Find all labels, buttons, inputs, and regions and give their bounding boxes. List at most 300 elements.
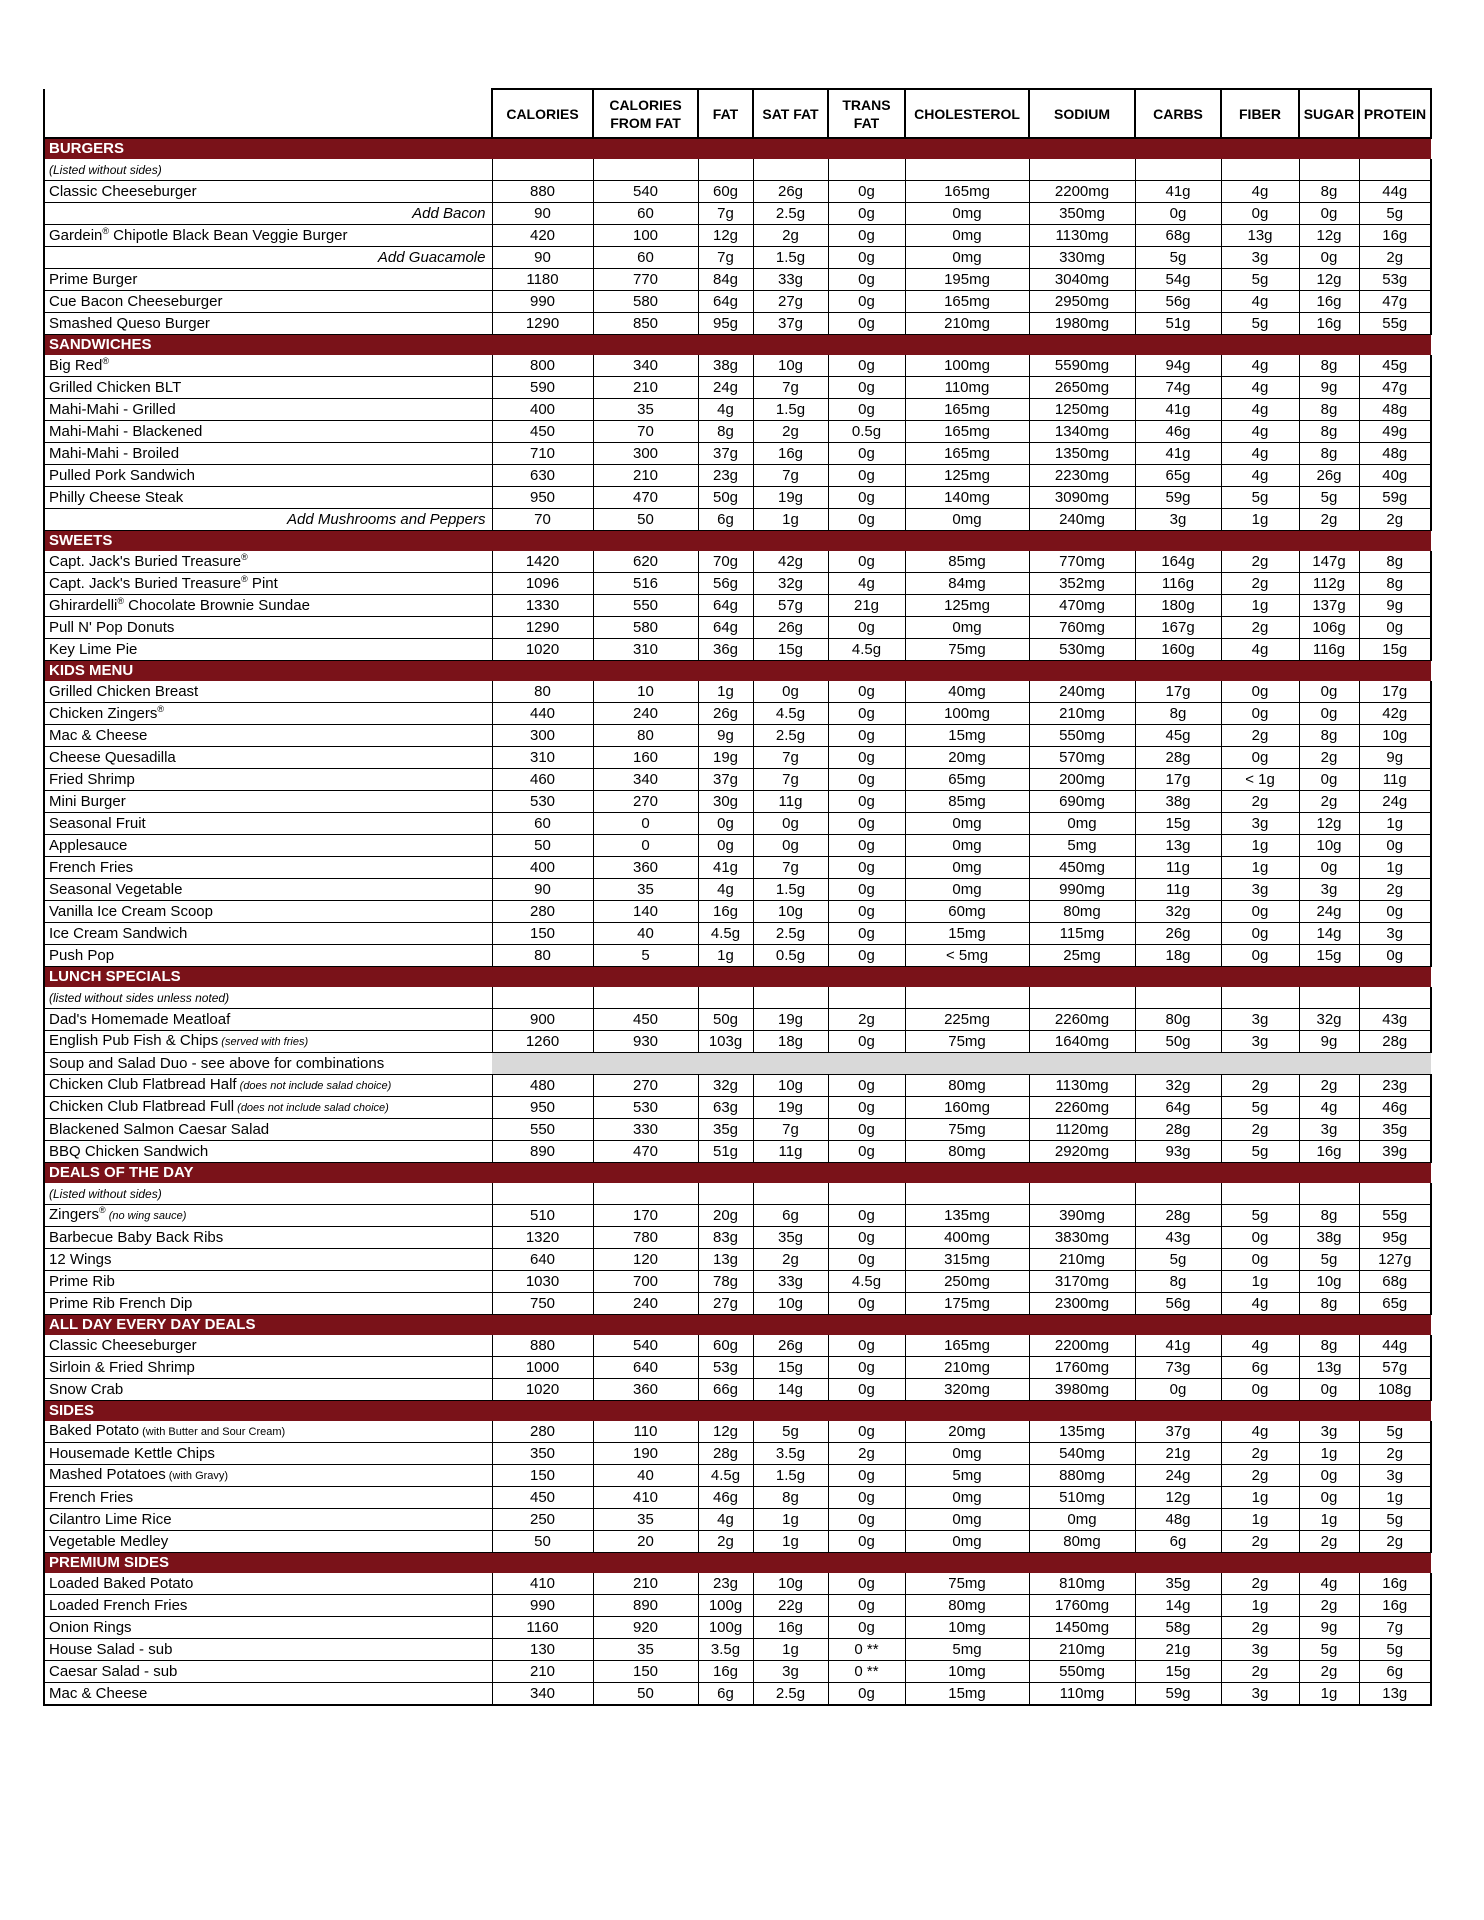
value-calories: 450: [492, 1487, 593, 1509]
value-calories: 880: [492, 1335, 593, 1357]
value-carbs: 80g: [1135, 1009, 1221, 1031]
item-name-text: Caesar Salad - sub: [49, 1662, 178, 1680]
value-sat-fat: 32g: [753, 573, 828, 595]
section-title: SWEETS: [44, 531, 1431, 552]
table-row: [44, 421, 1431, 443]
column-header-sat-fat: SAT FAT: [753, 89, 828, 138]
value-fiber: 13g: [1221, 225, 1299, 247]
table-row: [44, 443, 1431, 465]
value-calories-from-fat: 120: [593, 1249, 698, 1271]
value-sodium: 2300mg: [1029, 1293, 1135, 1315]
section-title: SANDWICHES: [44, 335, 1431, 356]
value-trans-fat: 0g: [828, 509, 905, 531]
value-fat: 6g: [698, 1683, 753, 1706]
item-name-text: Capt. Jack's Buried Treasure: [49, 574, 242, 592]
item-name-text: 12 Wings: [49, 1250, 112, 1268]
value-carbs: 116g: [1135, 573, 1221, 595]
value-sugar: 0g: [1299, 769, 1359, 791]
value-fiber: 4g: [1221, 1335, 1299, 1357]
value-fiber: 2g: [1221, 1531, 1299, 1553]
item-name-text: Dad's Homemade Meatloaf: [49, 1010, 231, 1028]
value-sodium: 810mg: [1029, 1573, 1135, 1595]
value-fat: 7g: [698, 247, 753, 269]
value-sat-fat: 7g: [753, 769, 828, 791]
value-fiber: 4g: [1221, 1293, 1299, 1315]
item-name: [44, 725, 492, 747]
empty-cell: [1029, 987, 1135, 1009]
value-carbs: 74g: [1135, 377, 1221, 399]
value-fiber: 0g: [1221, 1249, 1299, 1271]
value-sat-fat: 19g: [753, 1009, 828, 1031]
value-trans-fat: 0g: [828, 857, 905, 879]
value-sodium: 210mg: [1029, 703, 1135, 725]
value-carbs: 65g: [1135, 465, 1221, 487]
item-name-text: Classic Cheeseburger: [49, 1336, 197, 1354]
item-name: [44, 813, 492, 835]
value-cholesterol: 5mg: [905, 1639, 1029, 1661]
table-row: [44, 1421, 1431, 1443]
item-name-text: Smashed Queso Burger: [49, 314, 210, 332]
value-sodium: 80mg: [1029, 901, 1135, 923]
value-carbs: 28g: [1135, 1119, 1221, 1141]
value-calories-from-fat: 240: [593, 703, 698, 725]
value-protein: 39g: [1359, 1141, 1431, 1163]
value-carbs: 58g: [1135, 1617, 1221, 1639]
table-row: [44, 1075, 1431, 1097]
value-sodium: 5590mg: [1029, 355, 1135, 377]
value-fat: 4g: [698, 879, 753, 901]
value-sugar: 10g: [1299, 835, 1359, 857]
value-calories-from-fat: 210: [593, 1573, 698, 1595]
value-sugar: 12g: [1299, 269, 1359, 291]
value-sugar: 8g: [1299, 355, 1359, 377]
value-fiber: 3g: [1221, 879, 1299, 901]
item-name-rest: Pint: [247, 574, 278, 592]
value-carbs: 38g: [1135, 791, 1221, 813]
value-calories: 1320: [492, 1227, 593, 1249]
value-sodium: 25mg: [1029, 945, 1135, 967]
item-name: [44, 355, 492, 377]
value-cholesterol: 85mg: [905, 791, 1029, 813]
value-trans-fat: 4.5g: [828, 639, 905, 661]
value-fat: 60g: [698, 1335, 753, 1357]
value-carbs: 41g: [1135, 1335, 1221, 1357]
empty-cell: [905, 159, 1029, 181]
value-protein: 5g: [1359, 203, 1431, 225]
value-fiber: 5g: [1221, 1205, 1299, 1227]
item-name-text: Ghirardelli: [49, 596, 118, 614]
value-cholesterol: 125mg: [905, 595, 1029, 617]
empty-cell: [905, 987, 1029, 1009]
value-fiber: 4g: [1221, 291, 1299, 313]
value-sodium: 352mg: [1029, 573, 1135, 595]
table-row: [44, 1379, 1431, 1401]
value-fat: 16g: [698, 1661, 753, 1683]
empty-cell: [753, 159, 828, 181]
value-sat-fat: 11g: [753, 1141, 828, 1163]
item-name-text: Onion Rings: [49, 1618, 132, 1636]
value-sodium: 1760mg: [1029, 1357, 1135, 1379]
value-sugar: 137g: [1299, 595, 1359, 617]
value-calories-from-fat: 470: [593, 1141, 698, 1163]
table-row: [44, 923, 1431, 945]
value-calories: 950: [492, 1097, 593, 1119]
value-sat-fat: 2g: [753, 421, 828, 443]
value-calories-from-fat: 100: [593, 225, 698, 247]
value-cholesterol: 85mg: [905, 551, 1029, 573]
value-carbs: 54g: [1135, 269, 1221, 291]
item-name: [44, 595, 492, 617]
value-sat-fat: 1g: [753, 1509, 828, 1531]
value-sat-fat: 2g: [753, 225, 828, 247]
table-row: [44, 203, 1431, 225]
value-protein: 24g: [1359, 791, 1431, 813]
value-carbs: 41g: [1135, 399, 1221, 421]
value-sodium: 210mg: [1029, 1249, 1135, 1271]
item-name-text: Grilled Chicken BLT: [49, 378, 182, 396]
column-header-calories: CALORIES: [492, 89, 593, 138]
value-sugar: 12g: [1299, 225, 1359, 247]
value-carbs: 28g: [1135, 1205, 1221, 1227]
value-trans-fat: 21g: [828, 595, 905, 617]
item-name-text: Add Mushrooms and Peppers: [287, 510, 486, 528]
value-fiber: 4g: [1221, 1421, 1299, 1443]
value-trans-fat: 0g: [828, 1595, 905, 1617]
value-protein: 127g: [1359, 1249, 1431, 1271]
value-carbs: 3g: [1135, 509, 1221, 531]
value-trans-fat: 0g: [828, 1335, 905, 1357]
section-title: BURGERS: [44, 138, 1431, 159]
value-cholesterol: 0mg: [905, 835, 1029, 857]
value-trans-fat: 0g: [828, 1119, 905, 1141]
value-fiber: 3g: [1221, 813, 1299, 835]
value-fiber: 4g: [1221, 181, 1299, 203]
value-calories-from-fat: 170: [593, 1205, 698, 1227]
table-row: [44, 1119, 1431, 1141]
value-trans-fat: 0 **: [828, 1661, 905, 1683]
value-sugar: 13g: [1299, 1357, 1359, 1379]
item-name: [44, 791, 492, 813]
value-calories-from-fat: 920: [593, 1617, 698, 1639]
value-trans-fat: 0g: [828, 791, 905, 813]
table-row: [44, 879, 1431, 901]
value-calories-from-fat: 340: [593, 769, 698, 791]
value-carbs: 5g: [1135, 1249, 1221, 1271]
value-trans-fat: 0g: [828, 551, 905, 573]
table-body: [44, 138, 1431, 1705]
value-sodium: 760mg: [1029, 617, 1135, 639]
value-sugar: 8g: [1299, 725, 1359, 747]
value-cholesterol: 320mg: [905, 1379, 1029, 1401]
item-name-text: Prime Rib French Dip: [49, 1294, 193, 1312]
value-fiber: 3g: [1221, 1683, 1299, 1706]
value-calories: 750: [492, 1293, 593, 1315]
value-sat-fat: 11g: [753, 791, 828, 813]
value-fat: 27g: [698, 1293, 753, 1315]
value-sugar: 0g: [1299, 247, 1359, 269]
value-calories-from-fat: 40: [593, 1465, 698, 1487]
value-trans-fat: 0g: [828, 1293, 905, 1315]
table-row: [44, 1097, 1431, 1119]
value-sugar: 0g: [1299, 681, 1359, 703]
value-fiber: 2g: [1221, 617, 1299, 639]
section-title: ALL DAY EVERY DAY DEALS: [44, 1315, 1431, 1336]
value-protein: 44g: [1359, 1335, 1431, 1357]
empty-cell: [1221, 159, 1299, 181]
table-row: [44, 225, 1431, 247]
table-row: [44, 703, 1431, 725]
value-cholesterol: 0mg: [905, 1443, 1029, 1465]
column-header-cholesterol: CHOLESTEROL: [905, 89, 1029, 138]
value-protein: 47g: [1359, 291, 1431, 313]
value-calories-from-fat: 620: [593, 551, 698, 573]
table-row: [44, 313, 1431, 335]
value-sodium: 550mg: [1029, 725, 1135, 747]
value-sat-fat: 1.5g: [753, 247, 828, 269]
value-carbs: 8g: [1135, 703, 1221, 725]
value-trans-fat: 0g: [828, 1205, 905, 1227]
value-protein: 0g: [1359, 617, 1431, 639]
table-row: [44, 835, 1431, 857]
value-sat-fat: 2.5g: [753, 203, 828, 225]
value-fat: 41g: [698, 857, 753, 879]
section-title: SIDES: [44, 1401, 1431, 1422]
value-carbs: 21g: [1135, 1443, 1221, 1465]
value-trans-fat: 0g: [828, 1487, 905, 1509]
value-calories-from-fat: 0: [593, 813, 698, 835]
item-name-text: Prime Burger: [49, 270, 138, 288]
value-protein: 11g: [1359, 769, 1431, 791]
value-protein: 13g: [1359, 1683, 1431, 1706]
value-sugar: 9g: [1299, 377, 1359, 399]
value-fat: 70g: [698, 551, 753, 573]
item-name-text: Pull N' Pop Donuts: [49, 618, 175, 636]
value-sugar: 2g: [1299, 1595, 1359, 1617]
value-sodium: 1640mg: [1029, 1031, 1135, 1053]
value-sat-fat: 10g: [753, 1293, 828, 1315]
item-name-text: Philly Cheese Steak: [49, 488, 184, 506]
value-protein: 0g: [1359, 835, 1431, 857]
value-fiber: 1g: [1221, 857, 1299, 879]
value-trans-fat: 0g: [828, 1075, 905, 1097]
item-name: [44, 879, 492, 901]
value-calories-from-fat: 450: [593, 1009, 698, 1031]
item-name-rest: Chipotle Black Bean Veggie Burger: [109, 226, 348, 244]
value-sodium: 200mg: [1029, 769, 1135, 791]
item-name: [44, 901, 492, 923]
value-fat: 0g: [698, 813, 753, 835]
value-trans-fat: 0g: [828, 1617, 905, 1639]
item-name-text: Snow Crab: [49, 1380, 124, 1398]
table-row: [44, 1293, 1431, 1315]
value-calories: 1260: [492, 1031, 593, 1053]
value-calories: 1330: [492, 595, 593, 617]
empty-cell: [1299, 987, 1359, 1009]
value-cholesterol: 315mg: [905, 1249, 1029, 1271]
item-note: (served with fries): [218, 1036, 309, 1048]
value-trans-fat: 0g: [828, 703, 905, 725]
value-calories: 280: [492, 1421, 593, 1443]
value-protein: 53g: [1359, 269, 1431, 291]
item-name-text: Add Bacon: [412, 204, 486, 222]
section-header-row: [44, 531, 1431, 552]
table-row: [44, 1573, 1431, 1595]
value-calories: 710: [492, 443, 593, 465]
item-name-text: Loaded Baked Potato: [49, 1574, 194, 1592]
item-name-text: Big Red: [49, 356, 103, 374]
value-cholesterol: 84mg: [905, 573, 1029, 595]
value-sat-fat: 6g: [753, 1205, 828, 1227]
value-calories: 880: [492, 181, 593, 203]
value-calories-from-fat: 50: [593, 509, 698, 531]
value-sat-fat: 2.5g: [753, 725, 828, 747]
value-trans-fat: 0g: [828, 203, 905, 225]
value-sat-fat: 3g: [753, 1661, 828, 1683]
value-protein: 5g: [1359, 1509, 1431, 1531]
item-name-text: Sirloin & Fried Shrimp: [49, 1358, 195, 1376]
value-protein: 0g: [1359, 901, 1431, 923]
value-sat-fat: 19g: [753, 487, 828, 509]
value-calories: 420: [492, 225, 593, 247]
value-protein: 59g: [1359, 487, 1431, 509]
value-calories: 1290: [492, 313, 593, 335]
value-sugar: 8g: [1299, 399, 1359, 421]
table-row: [44, 945, 1431, 967]
value-trans-fat: 0g: [828, 181, 905, 203]
value-sat-fat: 10g: [753, 1573, 828, 1595]
item-name-text: Pulled Pork Sandwich: [49, 466, 195, 484]
value-cholesterol: 210mg: [905, 313, 1029, 335]
value-cholesterol: 10mg: [905, 1617, 1029, 1639]
value-calories: 350: [492, 1443, 593, 1465]
value-sugar: 106g: [1299, 617, 1359, 639]
item-name-text: Mahi-Mahi - Grilled: [49, 400, 176, 418]
value-sugar: 32g: [1299, 1009, 1359, 1031]
value-carbs: 32g: [1135, 1075, 1221, 1097]
value-calories: 80: [492, 681, 593, 703]
value-calories-from-fat: 360: [593, 1379, 698, 1401]
value-sugar: 5g: [1299, 487, 1359, 509]
value-carbs: 15g: [1135, 1661, 1221, 1683]
value-protein: 2g: [1359, 879, 1431, 901]
value-fiber: 4g: [1221, 639, 1299, 661]
value-sugar: 3g: [1299, 1421, 1359, 1443]
item-name: [44, 487, 492, 509]
value-sugar: 3g: [1299, 879, 1359, 901]
value-fat: 28g: [698, 1443, 753, 1465]
item-name-text: Mini Burger: [49, 792, 126, 810]
value-carbs: 164g: [1135, 551, 1221, 573]
table-row: [44, 1357, 1431, 1379]
value-fat: 4.5g: [698, 1465, 753, 1487]
item-name: [44, 1335, 492, 1357]
value-calories: 800: [492, 355, 593, 377]
value-protein: 45g: [1359, 355, 1431, 377]
value-carbs: 0g: [1135, 1379, 1221, 1401]
value-calories: 70: [492, 509, 593, 531]
value-fat: 60g: [698, 181, 753, 203]
value-sat-fat: 16g: [753, 1617, 828, 1639]
value-protein: 8g: [1359, 551, 1431, 573]
column-header-trans-fat: TRANS FAT: [828, 89, 905, 138]
value-calories: 990: [492, 291, 593, 313]
value-protein: 1g: [1359, 813, 1431, 835]
item-name: [44, 857, 492, 879]
value-trans-fat: 0g: [828, 1379, 905, 1401]
value-carbs: 24g: [1135, 1465, 1221, 1487]
section-title: KIDS MENU: [44, 661, 1431, 682]
value-sat-fat: 0g: [753, 813, 828, 835]
value-sugar: 16g: [1299, 313, 1359, 335]
value-sat-fat: 1.5g: [753, 1465, 828, 1487]
value-trans-fat: 0g: [828, 399, 905, 421]
item-name-text: Classic Cheeseburger: [49, 182, 197, 200]
value-sodium: 5mg: [1029, 835, 1135, 857]
table-row: [44, 725, 1431, 747]
value-cholesterol: 165mg: [905, 421, 1029, 443]
item-name-text: Ice Cream Sandwich: [49, 924, 188, 942]
item-name: [44, 1075, 492, 1097]
value-calories: 1160: [492, 1617, 593, 1639]
column-header-protein: PROTEIN: [1359, 89, 1431, 138]
value-sugar: 16g: [1299, 291, 1359, 313]
value-carbs: 51g: [1135, 313, 1221, 335]
table-row: [44, 901, 1431, 923]
value-sugar: 8g: [1299, 181, 1359, 203]
value-carbs: 167g: [1135, 617, 1221, 639]
value-sodium: 3830mg: [1029, 1227, 1135, 1249]
value-carbs: 15g: [1135, 813, 1221, 835]
registered-mark: ®: [241, 551, 248, 562]
value-sugar: 2g: [1299, 791, 1359, 813]
value-cholesterol: 75mg: [905, 1573, 1029, 1595]
value-protein: 6g: [1359, 1661, 1431, 1683]
value-sat-fat: 1.5g: [753, 879, 828, 901]
value-calories: 1020: [492, 1379, 593, 1401]
value-calories: 1180: [492, 269, 593, 291]
value-sodium: 2950mg: [1029, 291, 1135, 313]
value-calories-from-fat: 580: [593, 291, 698, 313]
table-row: [44, 509, 1431, 531]
value-calories: 150: [492, 923, 593, 945]
table-row: [44, 1141, 1431, 1163]
value-sodium: 510mg: [1029, 1487, 1135, 1509]
value-fiber: 2g: [1221, 1617, 1299, 1639]
item-name: [44, 923, 492, 945]
section-header-row: [44, 1553, 1431, 1574]
value-cholesterol: 0mg: [905, 247, 1029, 269]
empty-cell: [492, 987, 593, 1009]
column-header-sugar: SUGAR: [1299, 89, 1359, 138]
value-calories: 400: [492, 399, 593, 421]
value-cholesterol: 65mg: [905, 769, 1029, 791]
table-row: [44, 1227, 1431, 1249]
value-fat: 103g: [698, 1031, 753, 1053]
value-fat: 64g: [698, 291, 753, 313]
value-carbs: 32g: [1135, 901, 1221, 923]
empty-cell: [1221, 987, 1299, 1009]
item-name-text: Fried Shrimp: [49, 770, 135, 788]
empty-cell: [1359, 159, 1431, 181]
value-sat-fat: 33g: [753, 1271, 828, 1293]
item-name-text: Cue Bacon Cheeseburger: [49, 292, 223, 310]
value-sodium: 2650mg: [1029, 377, 1135, 399]
value-fiber: 0g: [1221, 923, 1299, 945]
value-calories-from-fat: 330: [593, 1119, 698, 1141]
value-trans-fat: 0g: [828, 443, 905, 465]
value-fiber: 0g: [1221, 901, 1299, 923]
value-trans-fat: 0g: [828, 1421, 905, 1443]
